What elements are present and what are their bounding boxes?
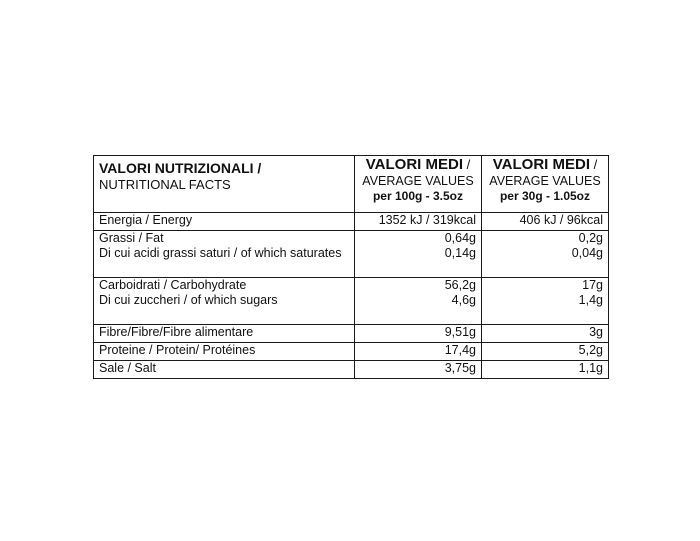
- saturates-value-100g: 0,14g: [444, 246, 476, 260]
- saturates-value-30g: 0,04g: [571, 246, 603, 260]
- protein-value-30g: 5,2g: [482, 343, 609, 361]
- header-row: [94, 156, 609, 213]
- table-row-protein: [94, 343, 609, 361]
- carb-values-30g: [482, 278, 609, 325]
- fat-values-30g: [482, 231, 609, 278]
- nutrition-table: [93, 155, 609, 379]
- fibre-label: Fibre/Fibre/Fibre alimentare: [94, 325, 355, 343]
- table-row-salt: [94, 361, 609, 379]
- salt-value-100g: 3,75g: [355, 361, 482, 379]
- header-per100-cell: [355, 156, 482, 213]
- protein-value-100g: 17,4g: [355, 343, 482, 361]
- col1-quantity: per 100g - 3.5oz: [372, 189, 464, 203]
- col1-subtitle: AVERAGE VALUES: [362, 174, 474, 188]
- fat-values-100g: [355, 231, 482, 278]
- saturates-label: Di cui acidi grassi saturi / of which saturates: [99, 246, 342, 260]
- salt-value-30g: 1,1g: [482, 361, 609, 379]
- header-label-cell: [94, 156, 355, 213]
- sugars-label: Di cui zuccheri / of which sugars: [99, 293, 278, 307]
- table-row-carbohydrate: [94, 278, 609, 325]
- fat-value-100g: 0,64g: [444, 231, 476, 245]
- table-row-energy: [94, 213, 609, 231]
- energy-label: Energia / Energy: [94, 213, 355, 231]
- fat-label-cell: [94, 231, 355, 278]
- protein-label: Proteine / Protein/ Protéines: [94, 343, 355, 361]
- energy-value-30g: 406 kJ / 96kcal: [482, 213, 609, 231]
- col2-quantity: per 30g - 1.05oz: [499, 189, 591, 203]
- fibre-value-100g: 9,51g: [355, 325, 482, 343]
- fat-label: Grassi / Fat: [99, 231, 164, 245]
- header-per30-cell: [482, 156, 609, 213]
- fibre-value-30g: 3g: [482, 325, 609, 343]
- salt-label: Sale / Salt: [94, 361, 355, 379]
- table-title: VALORI NUTRIZIONALI /: [99, 160, 262, 176]
- sugars-value-100g: 4,6g: [451, 293, 476, 307]
- carb-value-30g: 17g: [582, 278, 603, 292]
- sugars-value-30g: 1,4g: [578, 293, 603, 307]
- col2-subtitle: AVERAGE VALUES: [489, 174, 601, 188]
- carb-value-100g: 56,2g: [444, 278, 476, 292]
- carb-label: Carboidrati / Carbohydrate: [99, 278, 247, 292]
- table-subtitle: NUTRITIONAL FACTS: [99, 177, 231, 192]
- energy-value-100g: 1352 kJ / 319kcal: [355, 213, 482, 231]
- carb-label-cell: [94, 278, 355, 325]
- col2-title: VALORI MEDI /: [492, 156, 598, 173]
- col1-title: VALORI MEDI /: [365, 156, 471, 173]
- carb-values-100g: [355, 278, 482, 325]
- table-row-fat: [94, 231, 609, 278]
- table-row-fibre: [94, 325, 609, 343]
- fat-value-30g: 0,2g: [578, 231, 603, 245]
